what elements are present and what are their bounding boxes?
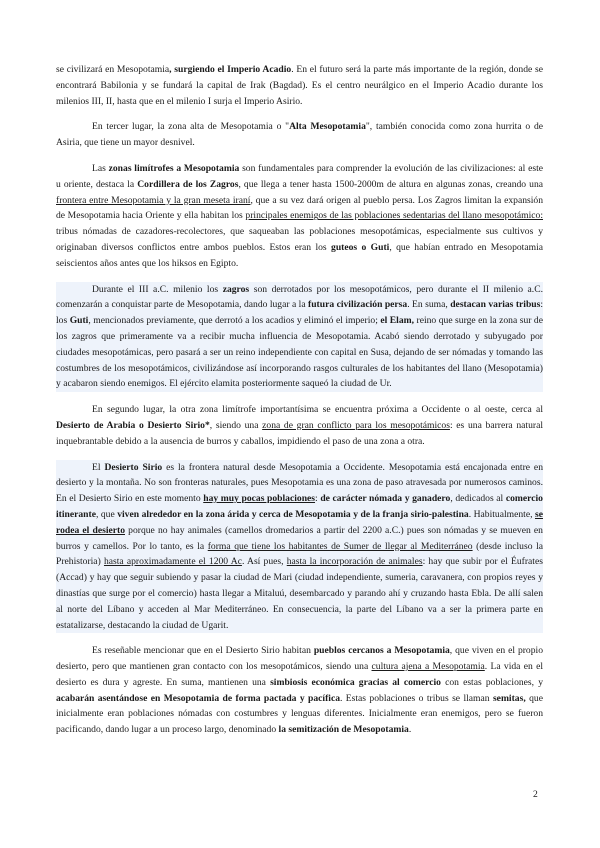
text-run: En segundo lugar, la otra zona limítrofe importantísima se encuentra próxima a Occidente o al oeste, cerca al — [92, 404, 543, 416]
text-run: (desde incluso la Prehistoria) — [56, 540, 544, 568]
text-run: el Elam, — [380, 315, 415, 327]
text-run: : los — [56, 299, 544, 327]
text-run: Guti — [69, 315, 89, 327]
text-run: hasta aproximadamente el 1200 Ac — [103, 556, 242, 568]
text-run: se civilizará en Mesopotamia — [56, 64, 170, 75]
paragraph-desierto-arabia — [56, 402, 543, 449]
text-run: principales enemigos de las poblaciones sedentarias del llano mesopotámico: — [245, 210, 543, 222]
text-run: acabarán asentándose en Mesopotamia de forma pactada y pacífica — [56, 692, 340, 704]
text-run: destacan varias tribus — [450, 299, 541, 311]
paragraph-acadio — [56, 62, 543, 109]
text-run: , que llega a tener hasta 1500-2000m de altura en algunas zonas, creando una — [238, 178, 544, 190]
text-run: son derrotados por los mesopotámicos, pero durante el II milenio a.C. comenzarán a conquistar parte de Mesopotamia, dando lugar a la — [56, 283, 543, 311]
text-run: . Habitualmente, — [468, 508, 535, 520]
text-run: hay muy pocas poblaciones — [203, 493, 316, 505]
text-run: , dedicados al — [450, 493, 506, 505]
text-run: comercio itinerante — [56, 493, 543, 520]
text-run: . — [408, 724, 412, 736]
paragraph-semitas — [56, 643, 543, 738]
text-run: En tercer lugar, la zona alta de Mesopotamia o " — [92, 121, 290, 133]
text-run: Cordillera de los Zagros — [137, 178, 239, 190]
text-run: Desierto de Arabia o Desierto Sirio* — [56, 419, 210, 431]
page-number: 2 — [533, 789, 538, 800]
text-run: , que — [95, 508, 118, 520]
text-run: . Estas poblaciones o tribus se llaman — [340, 692, 493, 704]
text-run: : hay que subir por el Éufrates (Accad) y hay que seguir subiendo y pasar la ciudad de Mari (ciudad independiente, sumeria, caravanera, con propios reyes y dinastías que surge por el comercio) hasta llegar a Mitaluú, desembarcado y parando ahí y cruzando hasta Ebla. De allí salen al norte del Líbano y acceden al Mar Mediterráneo. En consecuencia, la parte del Líbano va a ser la primera parte en estatalizarse, destacando la ciudad de Ugarit. — [56, 556, 543, 631]
text-run: futura civilización persa — [308, 299, 408, 311]
text-run: de carácter nómada y ganadero — [320, 493, 451, 505]
text-run: , que habían entrado en Mesopotamia seiscientos años antes que los hiksos en Egipto. — [56, 241, 543, 269]
text-run: viven alrededor en la zona árida y cerca de Mesopotamia y de la franja sirio-palestina — [117, 508, 469, 520]
paragraph-zonas-limitrofes — [56, 161, 543, 272]
text-run: , que viven en el propio desierto, pero que mantienen gran contacto con los mesopotámicos, siendo una — [56, 645, 543, 673]
text-run: , que a su vez dará origen al pueblo persa. Los Zagros limitan la expansión de Mesopotamia hacia Oriente y ella habitan los — [56, 194, 543, 222]
text-run: pueblos cercanos a Mesopotamia — [313, 645, 450, 657]
text-run: : es una barrera natural inquebrantable debido a la ausencia de burros y caballos, impidiendo el paso de una zona a otra. — [56, 419, 543, 447]
text-run: zonas limítrofes a Mesopotamia — [108, 162, 240, 174]
text-run: zagros — [222, 283, 250, 295]
text-run: : — [315, 493, 321, 505]
text-run: hasta la incorporación de animales — [286, 556, 423, 568]
text-run: con estas poblaciones, y — [440, 676, 543, 688]
text-run: cultura ajena a Mesopotamia — [371, 661, 485, 673]
text-run: . En suma, — [407, 299, 451, 311]
text-run: , mencionados previamente, que derrotó a los acadios y eliminó el imperio; — [88, 315, 381, 327]
text-run: Durante el III a.C. milenio los — [92, 283, 223, 295]
text-run: frontera entre Mesopotamia y la gran meseta iraní — [56, 194, 251, 206]
text-run: ", también conocida como zona hurrita o de Asiria, que tiene un mayor desnivel. — [56, 121, 544, 149]
text-run: tribus nómadas de cazadores-recolectores, que saqueaban las poblaciones mesopotámicas, especialmente sus cultivos y originaban diversos conflictos entre ambos pueblos. Estos eran los — [56, 226, 543, 253]
text-run: El — [92, 461, 105, 473]
text-run: se rodea el desierto — [56, 508, 543, 536]
paragraph-desierto-sirio — [56, 460, 543, 634]
text-run: simbiosis económica gracias al comercio — [270, 676, 441, 688]
text-run: guteos o Guti — [331, 241, 390, 253]
text-run: , surgiendo el Imperio Acadio — [169, 64, 292, 75]
text-run: . Así pues, — [241, 556, 287, 568]
text-run: semitas, — [492, 692, 526, 704]
text-run: son fundamentales para comprender la evolución de las civilizaciones: al este u oriente, destaca la — [56, 162, 543, 190]
text-run: Es reseñable mencionar que en el Desierto Sirio habitan — [92, 645, 314, 657]
text-run: Las — [92, 162, 109, 174]
text-run: porque no hay animales (camellos dromedarios a partir del 2200 a.C.) pues son nómadas y se mueven en burros y camellos. Por lo tanto, es la — [56, 524, 543, 552]
text-run: la semitización de Mesopotamia — [278, 724, 409, 736]
text-run: Alta Mesopotamia — [289, 121, 366, 133]
document-body — [56, 62, 543, 748]
text-run: Desierto Sirio — [104, 461, 163, 473]
text-run: , siendo una — [209, 419, 263, 431]
text-run: reino que surge en la zona sur de los zagros que primeramente va a recibir mucha influencia de Mesopotamia. Acabó siendo derrotado y subyugado por ciudades mesopotámicas, pero pasará a ser un reino independiente con capital en Susa, dejando de ser nómadas y tomando las costumbres de los mesopotámicos, civilizándose así incorporando rasgos culturales de los habitantes del llano (Mesopotamia) y acabaron siendo enemigos. El ejército elamita posteriormente saqueó la ciudad de Ur. — [56, 315, 543, 390]
paragraph-zagros — [56, 282, 543, 393]
paragraph-alta-mesopotamia — [56, 119, 543, 151]
text-run: es la frontera natural desde Mesopotamia a Occidente. Mesopotamia está encajonada entre en desierto y la montaña. No son fronteras naturales, pues Mesopotamia es una zona de paso atravesada por numerosos caminos. En el Desierto Sirio en este momento — [56, 461, 543, 505]
text-run: que inicialmente eran poblaciones nómadas con costumbres y lenguas diferentes. Inicialmente eran enemigos, pero se fueron pacificando, dando lugar a un proceso largo, denominado — [56, 692, 543, 736]
text-run: forma que tiene los habitantes de Sumer de llegar al Mediterráneo — [207, 540, 473, 552]
text-run: . En el futuro será la parte más importante de la región, donde se encontrará Babilonia y se fundará la capital de Irak (Bagdad). Es el centro neurálgico en el Imperio Acadio durante los milenios III, II, hasta que en el milenio I surja el Imperio Asirio. — [56, 64, 544, 107]
text-run: . La vida en el desierto es dura y agreste. En suma, mantienen una — [56, 661, 543, 688]
text-run: zona de gran conflicto para los mesopotámicos — [262, 419, 450, 431]
